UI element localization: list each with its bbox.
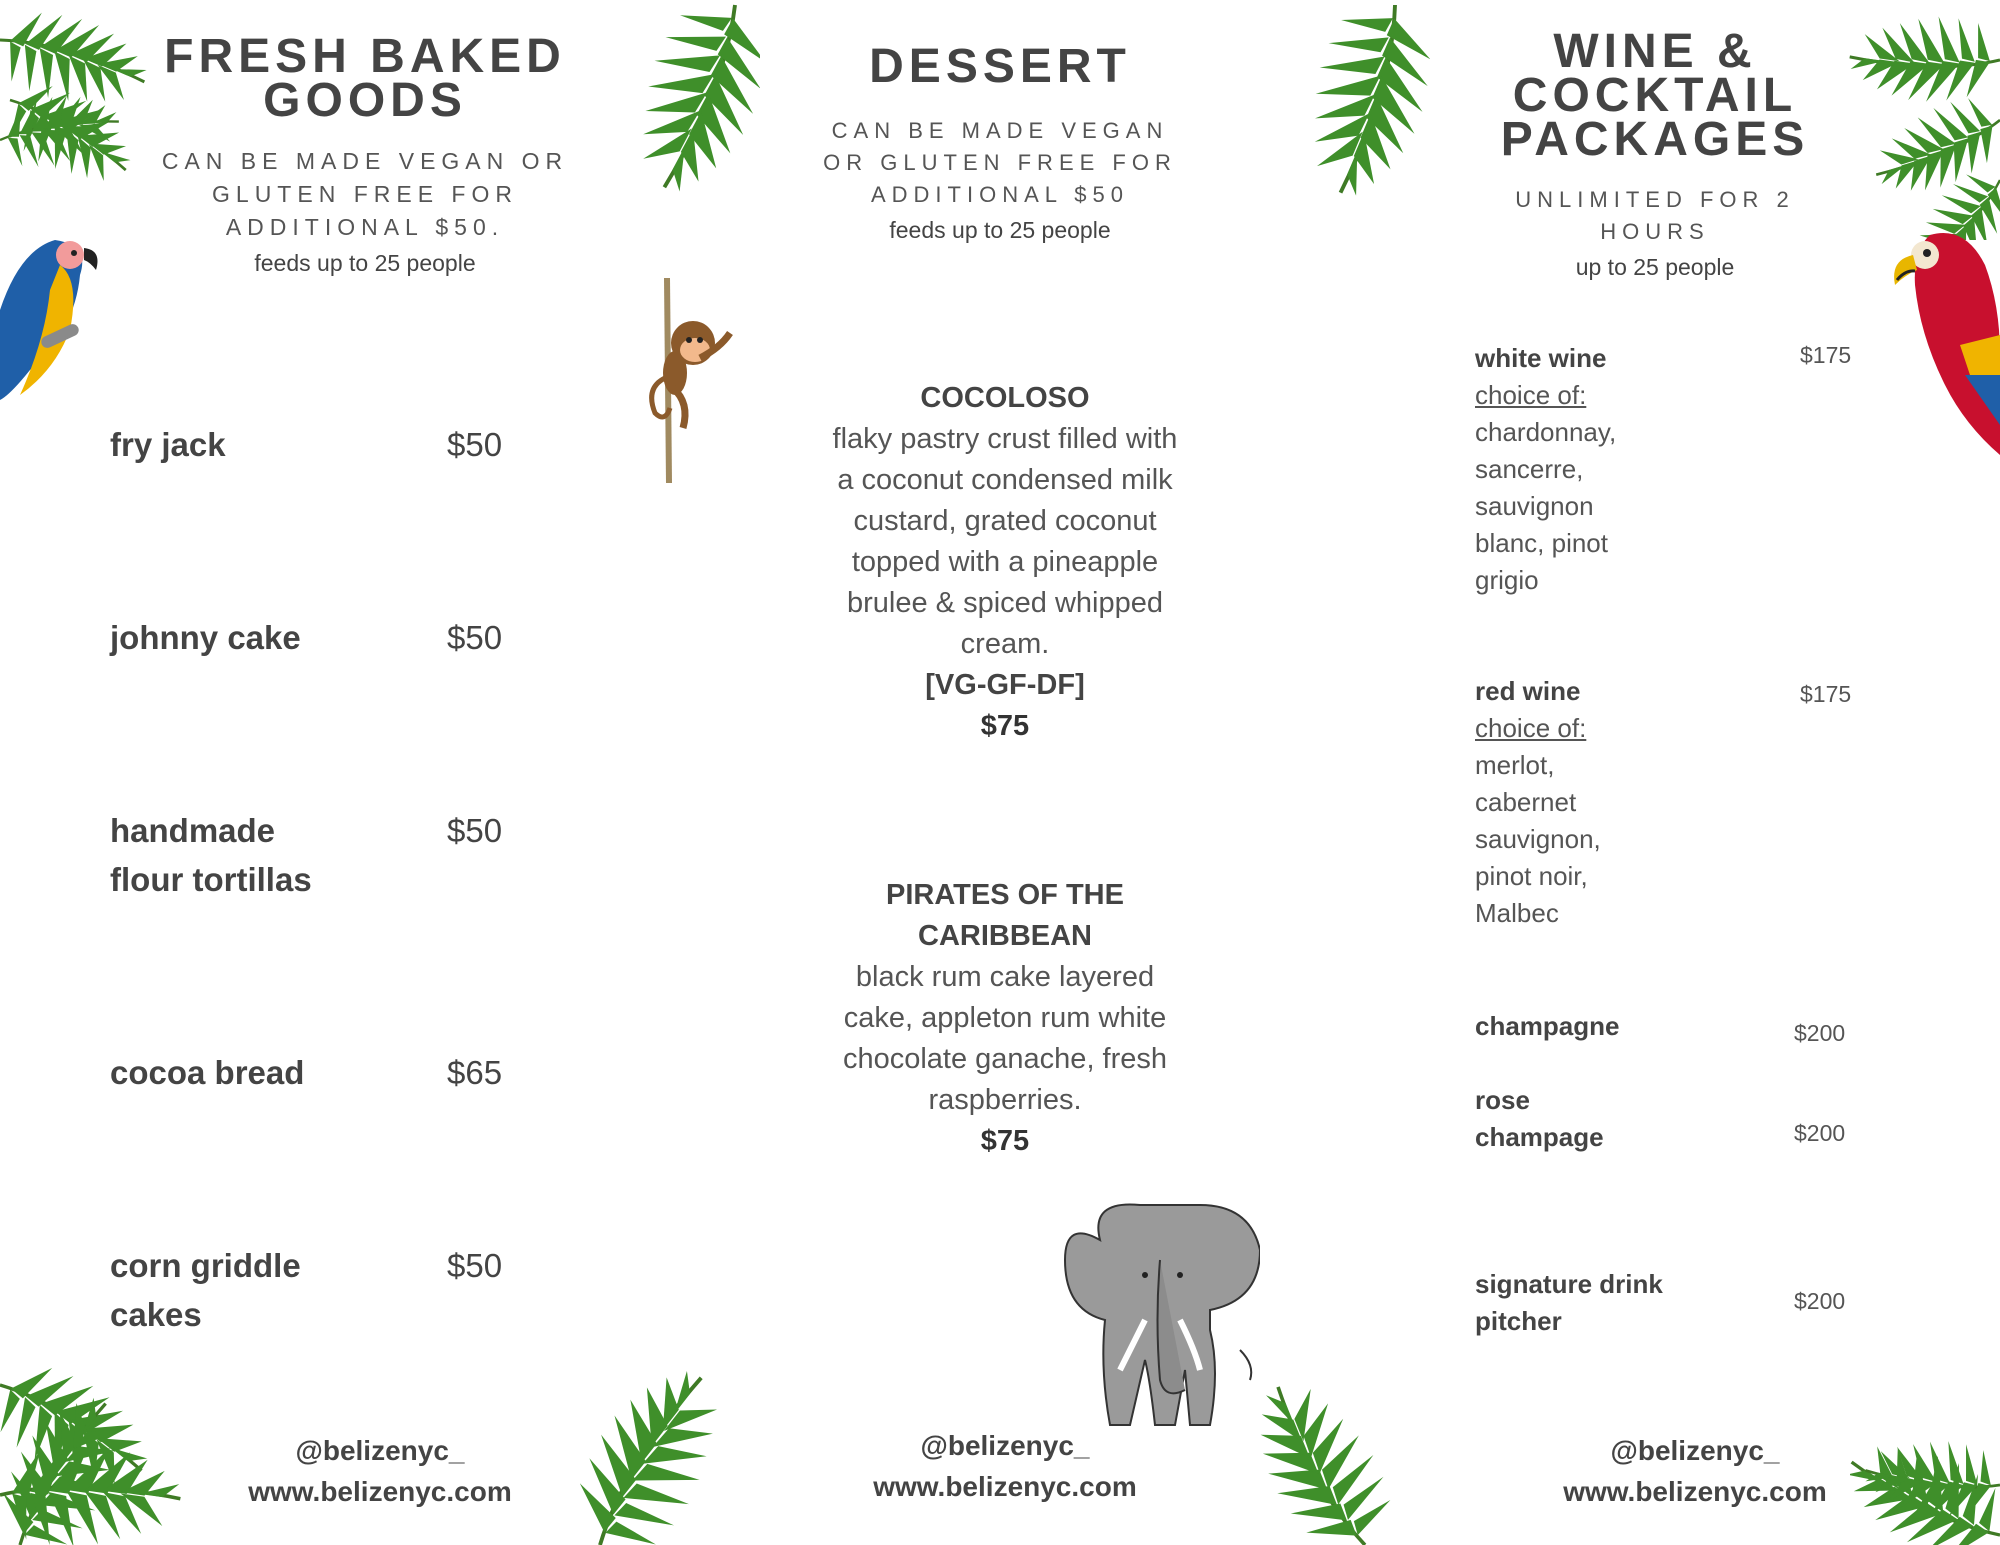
palm-leaf-icon xyxy=(0,1355,220,1545)
baked-item xyxy=(110,420,530,469)
wine-item-desc: merlot, cabernet sauvignon, pinot noir, Malbec xyxy=(1475,750,1601,928)
wine-feeds: up to 25 people xyxy=(1575,254,1735,280)
parrot-icon xyxy=(1885,225,2000,455)
dessert-feeds: feeds up to 25 people xyxy=(889,217,1111,243)
baked-item-price: $50 xyxy=(447,426,503,463)
wine-item-desc: chardonnay, sancerre, sauvignon blanc, pinot grigio xyxy=(1475,417,1617,595)
wine-item-price: $200 xyxy=(1794,1288,1846,1314)
baked-item-name: handmade flour tortillas xyxy=(110,812,312,898)
baked-title-line1: FRESH BAKED xyxy=(164,30,566,83)
dessert-note xyxy=(780,115,1220,211)
wine-title-line2: COCKTAIL xyxy=(1512,69,1798,122)
dessert-item-tag: [VG-GF-DF] xyxy=(925,669,1085,701)
elephant-icon xyxy=(1060,1200,1260,1430)
baked-item xyxy=(110,806,530,904)
wine-title-line3: PACKAGES xyxy=(1500,113,1810,166)
wine-note-line1: UNLIMITED FOR 2 xyxy=(1515,187,1795,212)
macaw-icon xyxy=(0,220,110,400)
baked-item-price: $50 xyxy=(447,812,503,849)
baked-panel xyxy=(110,30,620,277)
baked-item xyxy=(110,1048,530,1097)
palm-leaf-icon xyxy=(1245,1375,1425,1545)
wine-item-price: $175 xyxy=(1800,681,1852,707)
baked-item xyxy=(110,1241,530,1339)
baked-note xyxy=(110,145,620,244)
wine-item-price: $200 xyxy=(1794,1020,1846,1046)
dessert-note-line3: ADDITIONAL $50 xyxy=(870,182,1130,207)
baked-item-name: fry jack xyxy=(110,426,226,463)
baked-feeds: feeds up to 25 people xyxy=(254,250,476,276)
baked-item-price: $50 xyxy=(447,619,503,656)
wine-item-price: $200 xyxy=(1794,1120,1846,1146)
wine-item-sub: choice of: xyxy=(1475,713,1587,743)
baked-item xyxy=(110,613,530,662)
baked-footer xyxy=(200,1430,560,1512)
dessert-item-name: PIRATES OF THE CARIBBEAN xyxy=(886,879,1124,952)
baked-note-line2: GLUTEN FREE FOR xyxy=(212,181,518,207)
dessert-item-desc: black rum cake layered cake, appleton rum white chocolate ganache, fresh raspberries. xyxy=(842,961,1168,1116)
wine-item-price: $175 xyxy=(1800,342,1852,368)
dessert-item-price: $75 xyxy=(980,1125,1030,1157)
palm-leaf-icon xyxy=(580,1360,760,1545)
instagram-handle-link[interactable]: @belizenyc_ xyxy=(920,1430,1090,1461)
wine-item xyxy=(1475,673,1855,932)
dessert-item-desc: flaky pastry crust filled with a coconut condensed milk custard, grated coconut topped with a pineapple brulee & spiced whipped cream. xyxy=(832,423,1178,660)
baked-item-price: $50 xyxy=(447,1247,503,1284)
dessert-panel xyxy=(780,40,1220,244)
dessert-item-name: COCOLOSO xyxy=(920,382,1090,414)
dessert-item-price: $75 xyxy=(980,710,1030,742)
wine-item-name: white wine xyxy=(1475,343,1607,373)
baked-title-line2: GOODS xyxy=(263,74,467,127)
website-link[interactable]: www.belizenyc.com xyxy=(873,1471,1137,1502)
wine-item-name: signature drink pitcher xyxy=(1475,1269,1663,1336)
wine-title xyxy=(1430,25,1880,166)
baked-title xyxy=(110,30,620,127)
wine-note xyxy=(1430,184,1880,248)
wine-item xyxy=(1475,340,1855,599)
wine-item-name: red wine xyxy=(1475,676,1581,706)
dessert-title: DESSERT xyxy=(869,40,1131,93)
instagram-handle-link[interactable]: @belizenyc_ xyxy=(1610,1435,1780,1466)
baked-item-price: $65 xyxy=(447,1054,503,1091)
instagram-handle-link[interactable]: @belizenyc_ xyxy=(295,1435,465,1466)
wine-title-line1: WINE & xyxy=(1553,25,1757,78)
wine-item xyxy=(1475,1082,1855,1156)
website-link[interactable]: www.belizenyc.com xyxy=(248,1476,512,1507)
dessert-note-line1: CAN BE MADE VEGAN xyxy=(831,118,1169,143)
wine-item-sub: choice of: xyxy=(1475,380,1587,410)
wine-item xyxy=(1475,1008,1855,1045)
wine-item-name: rose champage xyxy=(1475,1085,1604,1152)
palm-leaf-icon xyxy=(1245,0,1430,220)
website-link[interactable]: www.belizenyc.com xyxy=(1563,1476,1827,1507)
dessert-footer xyxy=(825,1425,1185,1507)
baked-item-name: johnny cake xyxy=(110,619,301,656)
wine-panel xyxy=(1430,25,1880,281)
baked-item-name: corn griddle cakes xyxy=(110,1247,301,1333)
monkey-icon xyxy=(645,278,735,483)
baked-item-name: cocoa bread xyxy=(110,1054,305,1091)
wine-item-name: champagne xyxy=(1475,1011,1620,1041)
wine-note-line2: HOURS xyxy=(1600,219,1710,244)
dessert-item xyxy=(790,875,1220,1162)
wine-footer xyxy=(1515,1430,1875,1512)
wine-item xyxy=(1475,1266,1855,1340)
dessert-item xyxy=(790,378,1220,747)
dessert-note-line2: OR GLUTEN FREE FOR xyxy=(823,150,1177,175)
baked-note-line1: CAN BE MADE VEGAN OR xyxy=(161,148,569,174)
baked-note-line3: ADDITIONAL $50. xyxy=(225,214,505,240)
